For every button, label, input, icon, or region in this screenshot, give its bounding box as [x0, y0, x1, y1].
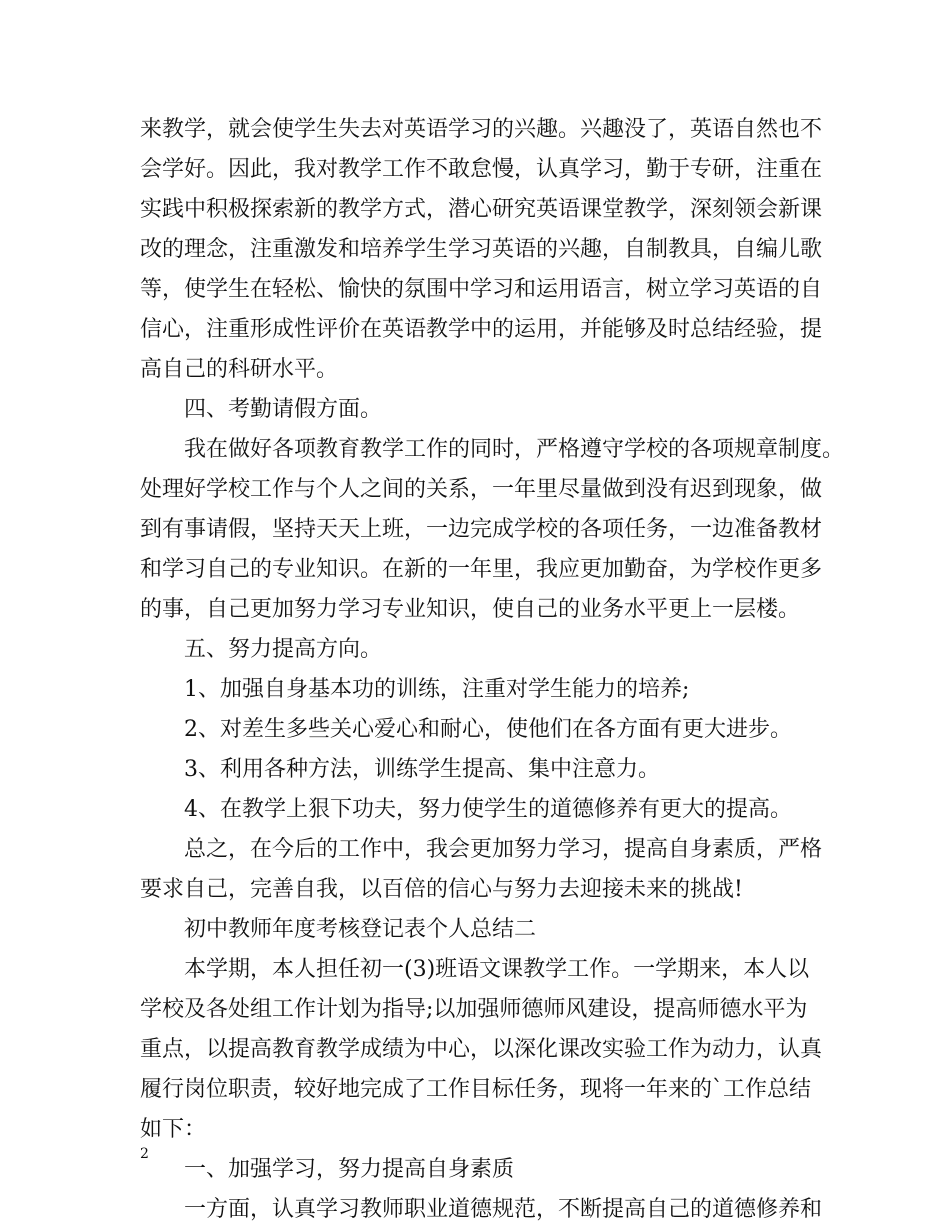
- text-line: 要求自己，完善自我，以百倍的信心与努力去迎接未来的挑战!: [140, 877, 743, 902]
- text-line: 的事，自己更加努力学习专业知识，使自己的业务水平更上一层楼。: [140, 597, 801, 622]
- list-item: 4、在教学上狠下功夫，努力使学生的道德修养有更大的提高。: [184, 797, 792, 822]
- page-number: 2: [140, 1146, 149, 1162]
- text-line: 来教学，就会使学生失去对英语学习的兴趣。兴趣没了，英语自然也不: [140, 117, 823, 142]
- text-line: 重点，以提高教育教学成绩为中心，以深化课改实验工作为动力，认真: [140, 1037, 823, 1062]
- paragraph-first-line: 总之，在今后的工作中，我会更加努力学习，提高自身素质，严格: [184, 837, 823, 862]
- list-item: 1、加强自身基本功的训练，注重对学生能力的培养;: [184, 677, 690, 702]
- text-line: 信心，注重形成性评价在英语教学中的运用，并能够及时总结经验，提: [140, 317, 823, 342]
- paragraph-first-line: 一方面，认真学习教师职业道德规范，不断提高自己的道德修养和: [184, 1197, 823, 1222]
- text-line: 如下：: [140, 1117, 207, 1142]
- text-line: 和学习自己的专业知识。在新的一年里，我应更加勤奋，为学校作更多: [140, 557, 823, 582]
- section-heading: 五、努力提高方向。: [184, 637, 383, 662]
- paragraph-first-line: 本学期，本人担任初一(3)班语文课教学工作。一学期来，本人以: [184, 957, 810, 982]
- section-heading: 四、考勤请假方面。: [184, 397, 383, 422]
- list-item: 3、利用各种方法，训练学生提高、集中注意力。: [184, 757, 660, 782]
- text-line: 高自己的科研水平。: [140, 357, 339, 382]
- text-line: 会学好。因此，我对教学工作不敢怠慢，认真学习，勤于专研，注重在: [140, 157, 823, 182]
- text-line: 到有事请假，坚持天天上班，一边完成学校的各项任务，一边准备教材: [140, 517, 823, 542]
- document-subtitle: 初中教师年度考核登记表个人总结二: [184, 917, 537, 942]
- text-line: 学校及各处组工作计划为指导;以加强师德师风建设，提高师德水平为: [140, 997, 808, 1022]
- text-line: 等，使学生在轻松、愉快的氛围中学习和运用语言，树立学习英语的自: [140, 277, 823, 302]
- paragraph-first-line: 我在做好各项教育教学工作的同时，严格遵守学校的各项规章制度。: [184, 437, 845, 462]
- text-line: 履行岗位职责，较好地完成了工作目标任务，现将一年来的`工作总结: [140, 1077, 812, 1102]
- text-line: 实践中积极探索新的教学方式，潜心研究英语课堂教学，深刻领会新课: [140, 197, 823, 222]
- list-item: 2、对差生多些关心爱心和耐心，使他们在各方面有更大进步。: [184, 717, 792, 742]
- section-heading: 一、加强学习，努力提高自身素质: [184, 1157, 515, 1182]
- text-line: 改的理念，注重激发和培养学生学习英语的兴趣，自制教具，自编儿歌: [140, 237, 823, 262]
- text-line: 处理好学校工作与个人之间的关系，一年里尽量做到没有迟到现象，做: [140, 477, 823, 502]
